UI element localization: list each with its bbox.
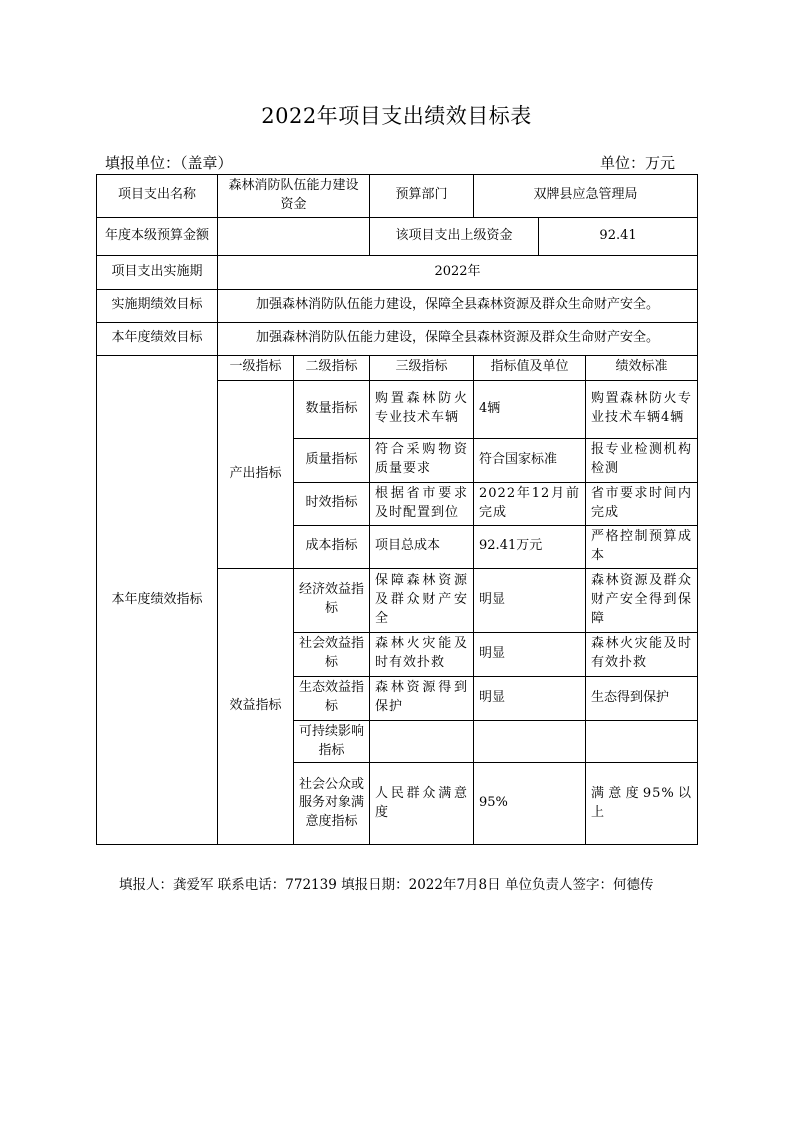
annual-budget-label: 年度本级预算金额 xyxy=(97,217,218,255)
level3-cell xyxy=(370,720,474,763)
project-name-value: 森林消防队伍能力建设资金 xyxy=(218,175,370,218)
value-cell: 符合国家标准 xyxy=(474,438,586,482)
value-cell: 95% xyxy=(474,763,586,845)
value-cell: 明显 xyxy=(474,632,586,676)
info-row-budget xyxy=(97,217,698,255)
upper-funds-label: 该项目支出上级资金 xyxy=(370,217,539,255)
level3-cell: 购置森林防火专业技术车辆 xyxy=(370,380,474,438)
standard-cell: 购置森林防火专业技术车辆4辆 xyxy=(586,380,698,438)
standard-cell xyxy=(586,720,698,763)
value-cell: 2022年12月前完成 xyxy=(474,482,586,525)
period-label: 项目支出实施期 xyxy=(97,255,218,289)
filing-unit-label: 填报单位：（盖章） xyxy=(105,154,233,172)
level2-cell: 时效指标 xyxy=(294,482,370,525)
level3-cell: 项目总成本 xyxy=(370,525,474,568)
level3-cell: 森林火灾能及时有效扑救 xyxy=(370,632,474,676)
standard-cell: 省市要求时间内完成 xyxy=(586,482,698,525)
column-header: 一级指标 xyxy=(218,355,294,380)
benefit-indicator-label: 效益指标 xyxy=(218,568,294,845)
level2-cell: 社会公众或服务对象满意度指标 xyxy=(294,763,370,845)
info-row-name xyxy=(97,175,698,218)
standard-cell: 生态得到保护 xyxy=(586,676,698,720)
value-cell xyxy=(474,720,586,763)
budget-dept-label: 预算部门 xyxy=(370,175,474,218)
standard-cell: 报专业检测机构检测 xyxy=(586,438,698,482)
performance-table xyxy=(96,174,698,845)
value-cell: 明显 xyxy=(474,676,586,720)
standard-cell: 森林火灾能及时有效扑救 xyxy=(586,632,698,676)
currency-unit-label: 单位：万元 xyxy=(600,154,676,172)
level3-cell: 森林资源得到保护 xyxy=(370,676,474,720)
level2-cell: 社会效益指标 xyxy=(294,632,370,676)
upper-funds-value: 92.41 xyxy=(539,217,698,255)
period-goal-value: 加强森林消防队伍能力建设，保障全县森林资源及群众生命财产安全。 xyxy=(218,289,698,322)
budget-dept-value: 双牌县应急管理局 xyxy=(474,175,698,218)
info-row-year-goal xyxy=(97,322,698,355)
output-indicator-label: 产出指标 xyxy=(218,380,294,568)
level2-cell: 生态效益指标 xyxy=(294,676,370,720)
value-cell: 92.41万元 xyxy=(474,525,586,568)
year-goal-value: 加强森林消防队伍能力建设，保障全县森林资源及群众生命财产安全。 xyxy=(218,322,698,355)
standard-cell: 满意度95%以上 xyxy=(586,763,698,845)
column-header: 绩效标准 xyxy=(586,355,698,380)
level2-cell: 数量指标 xyxy=(294,380,370,438)
column-header: 指标值及单位 xyxy=(474,355,586,380)
period-value: 2022年 xyxy=(218,255,698,289)
column-header: 三级指标 xyxy=(370,355,474,380)
level2-cell: 经济效益指标 xyxy=(294,568,370,632)
value-cell: 明显 xyxy=(474,568,586,632)
standard-cell: 森林资源及群众财产安全得到保障 xyxy=(586,568,698,632)
project-name-label: 项目支出名称 xyxy=(97,175,218,218)
column-header: 二级指标 xyxy=(294,355,370,380)
level2-cell: 可持续影响指标 xyxy=(294,720,370,763)
level2-cell: 质量指标 xyxy=(294,438,370,482)
standard-cell: 严格控制预算成本 xyxy=(586,525,698,568)
period-goal-label: 实施期绩效目标 xyxy=(97,289,218,322)
level3-cell: 符合采购物资质量要求 xyxy=(370,438,474,482)
footer-signature-line: 填报人：龚爱军 联系电话：772139 填报日期：2022年7月8日 单位负责人签字：何德传 xyxy=(119,877,654,893)
indicator-header-row xyxy=(97,355,698,380)
page-title: 2022年项目支出绩效目标表 xyxy=(261,104,532,128)
info-row-period xyxy=(97,255,698,289)
annual-indicator-section-label: 本年度绩效指标 xyxy=(97,355,218,845)
level2-cell: 成本指标 xyxy=(294,525,370,568)
annual-budget-value xyxy=(218,217,370,255)
level3-cell: 保障森林资源及群众财产安全 xyxy=(370,568,474,632)
info-row-period-goal xyxy=(97,289,698,322)
value-cell: 4辆 xyxy=(474,380,586,438)
year-goal-label: 本年度绩效目标 xyxy=(97,322,218,355)
level3-cell: 人民群众满意度 xyxy=(370,763,474,845)
level3-cell: 根据省市要求及时配置到位 xyxy=(370,482,474,525)
